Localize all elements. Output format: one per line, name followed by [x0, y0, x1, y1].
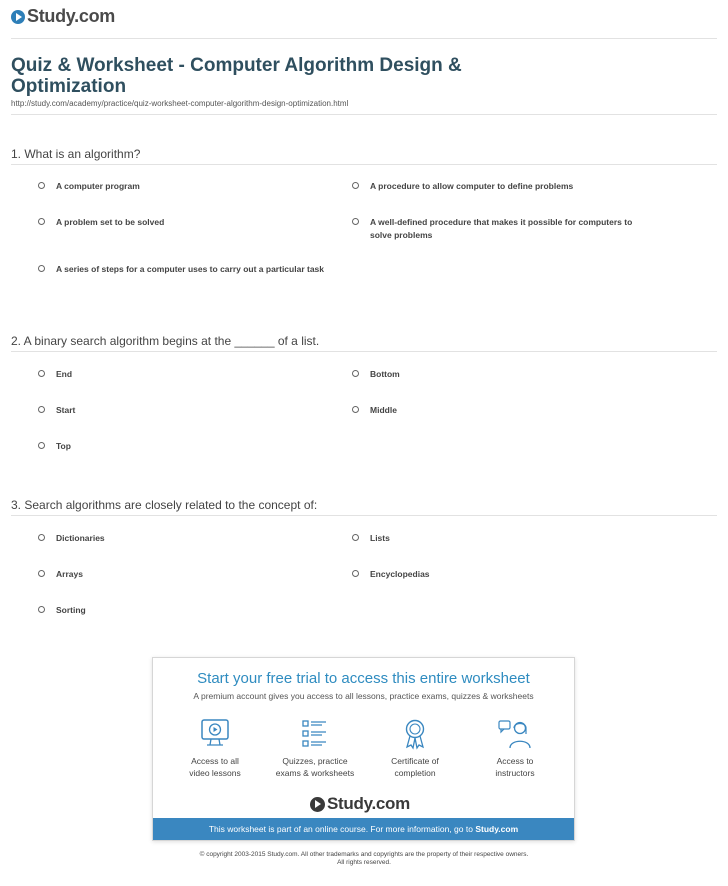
question-1: 1. What is an algorithm?	[11, 147, 141, 161]
radio-button[interactable]	[38, 182, 45, 189]
page-title: Quiz & Worksheet - Computer Algorithm Design & Optimization	[11, 55, 462, 97]
answer-option[interactable]	[38, 263, 328, 276]
radio-button[interactable]	[352, 406, 359, 413]
answer-option[interactable]	[352, 404, 652, 417]
option-label: Dictionaries	[56, 533, 105, 543]
logo-text: Study.com	[27, 6, 115, 26]
option-label: A procedure to allow computer to define problems	[370, 181, 574, 191]
play-logo-icon	[310, 797, 325, 812]
quiz-list-icon	[300, 718, 330, 750]
promo-title[interactable]: Start your free trial to access this entire worksheet	[197, 670, 530, 687]
study-link[interactable]: Study.com	[475, 824, 519, 834]
radio-button[interactable]	[352, 218, 359, 225]
option-label: Lists	[370, 533, 390, 543]
answer-option[interactable]	[38, 440, 328, 453]
radio-button[interactable]	[38, 370, 45, 377]
feature-instructors	[465, 718, 565, 779]
answer-option[interactable]	[38, 404, 328, 417]
option-label: Sorting	[56, 605, 86, 615]
answer-option[interactable]	[352, 216, 652, 242]
answer-option[interactable]	[38, 532, 328, 545]
page-url: http://study.com/academy/practice/quiz-worksheet-computer-algorithm-design-optimization.html	[11, 99, 349, 108]
divider	[11, 114, 717, 115]
answer-option[interactable]	[38, 568, 328, 581]
logo-text: Study.com	[327, 794, 410, 813]
option-label: A problem set to be solved	[56, 217, 165, 227]
radio-button[interactable]	[38, 218, 45, 225]
instructor-icon	[498, 718, 532, 750]
option-label: Start	[56, 405, 76, 415]
option-label: A well-defined procedure that makes it possible for computers to solve problems	[370, 217, 633, 240]
radio-button[interactable]	[352, 182, 359, 189]
bar-text: This worksheet is part of an online course. For more information, go to	[208, 824, 473, 834]
feature-label: completion	[394, 768, 436, 778]
option-label: Encyclopedias	[370, 569, 430, 579]
radio-button[interactable]	[38, 406, 45, 413]
answer-option[interactable]	[38, 368, 328, 381]
radio-button[interactable]	[38, 606, 45, 613]
divider	[11, 351, 717, 352]
feature-quizzes	[265, 718, 365, 779]
copyright-line: © copyright 2003-2015 Study.com. All other trademarks and copyrights are the property of their respective owners.	[199, 851, 529, 858]
answer-option[interactable]	[352, 368, 652, 381]
divider	[11, 38, 717, 39]
answer-option[interactable]	[352, 568, 652, 581]
video-lesson-icon	[200, 718, 230, 750]
radio-button[interactable]	[38, 442, 45, 449]
radio-button[interactable]	[352, 370, 359, 377]
study-logo[interactable]	[11, 6, 115, 27]
free-trial-promo[interactable]	[152, 657, 575, 841]
feature-label: Certificate of	[391, 756, 439, 766]
promo-subtitle: A premium account gives you access to all lessons, practice exams, quizzes & worksheets	[193, 691, 534, 701]
feature-label: Access to	[496, 756, 534, 766]
radio-button[interactable]	[38, 265, 45, 272]
question-3: 3. Search algorithms are closely related to the concept of:	[11, 498, 318, 512]
divider	[11, 164, 717, 165]
feature-label: Quizzes, practice	[282, 756, 348, 766]
feature-label: exams & worksheets	[275, 768, 355, 778]
feature-label: instructors	[495, 768, 535, 778]
option-label: A computer program	[56, 181, 140, 191]
radio-button[interactable]	[352, 570, 359, 577]
answer-option[interactable]	[38, 216, 328, 229]
radio-button[interactable]	[352, 534, 359, 541]
option-label: End	[56, 369, 73, 379]
option-label: A series of steps for a computer uses to carry out a particular task	[56, 264, 324, 274]
feature-label: video lessons	[189, 768, 241, 778]
play-logo-icon	[11, 10, 25, 24]
feature-certificate	[365, 718, 465, 779]
question-2: 2. A binary search algorithm begins at the ______ of a list.	[11, 334, 320, 348]
copyright-line: All rights reserved.	[337, 859, 391, 866]
feature-label: Access to all	[191, 756, 239, 766]
option-label: Bottom	[370, 369, 400, 379]
option-label: Arrays	[56, 569, 83, 579]
feature-video-lessons	[165, 718, 265, 779]
study-logo[interactable]	[310, 794, 410, 814]
copyright	[0, 851, 728, 867]
divider	[11, 515, 717, 516]
answer-option[interactable]	[352, 532, 652, 545]
certificate-icon	[400, 718, 430, 750]
option-label: Top	[56, 441, 71, 451]
radio-button[interactable]	[38, 570, 45, 577]
course-info-bar[interactable]	[153, 818, 574, 840]
answer-option[interactable]	[352, 180, 652, 193]
answer-option[interactable]	[38, 604, 328, 617]
radio-button[interactable]	[38, 534, 45, 541]
answer-option[interactable]	[38, 180, 328, 193]
option-label: Middle	[370, 405, 397, 415]
